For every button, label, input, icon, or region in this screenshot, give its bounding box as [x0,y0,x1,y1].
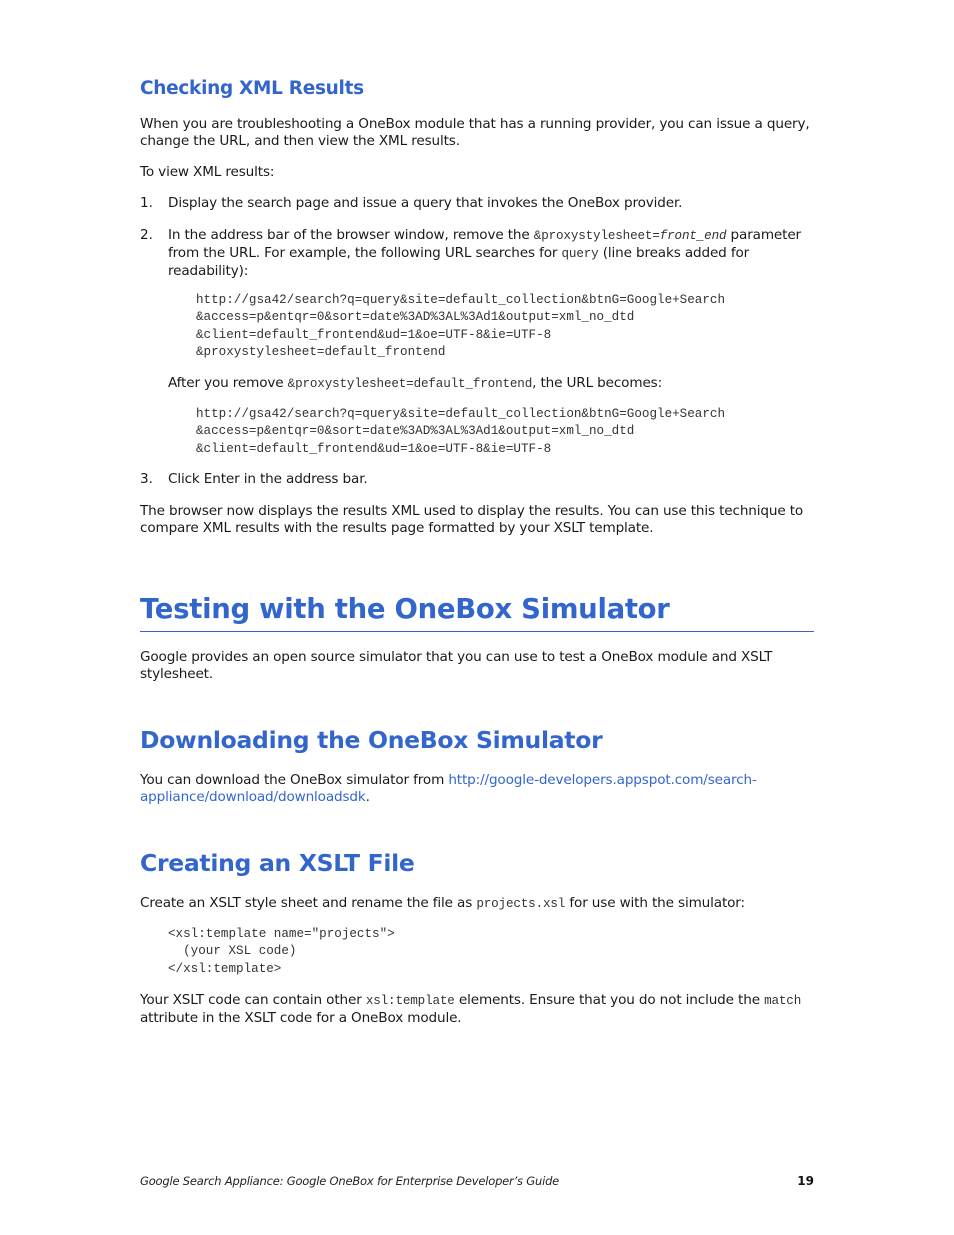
code-xsl-template: xsl:template [365,994,455,1008]
code-proxystylesheet-default: &proxystylesheet=default_frontend [287,377,533,391]
code-front-end: front_end [659,229,727,243]
step-number-2: 2. [140,227,153,243]
section-heading-testing-simulator: Testing with the OneBox Simulator [140,593,670,625]
section-heading-downloading-simulator: Downloading the OneBox Simulator [140,726,603,754]
code-query: query [561,247,599,261]
browser-results-paragraph: The browser now displays the results XML used to display the results. You can use this technique to compare XML results with the results page formatted by your XSLT template. [140,503,804,536]
intro-paragraph: When you are troubleshooting a OneBox module that has a running provider, you can issue a query, change the URL, and then view the XML results. [140,116,810,149]
code-block-url-result: http://gsa42/search?q=query&site=default_collection&btnG=Google+Search &access=p&entqr=0&sort=date%3AD%3AL%3Ad1&output=xml_no_dtd &client=default_frontend&ud=1&oe=UTF-8&ie=UTF-8 [196,407,726,456]
download-paragraph: You can download the OneBox simulator from http://google-developers.appspot.com/search- appliance/download/downloadsdk. [140,772,757,805]
after-remove-text: After you remove &proxystylesheet=default_frontend, the URL becomes: [168,375,663,391]
steps-intro: To view XML results: [140,164,275,180]
simulator-intro-paragraph: Google provides an open source simulator that you can use to test a OneBox module and XSLT stylesheet. [140,649,773,682]
download-link[interactable]: http://google-developers.appspot.com/search- appliance/download/downloadsdk [140,772,757,805]
code-match: match [764,994,802,1008]
code-projects-xsl: projects.xsl [476,897,566,911]
step-number-1: 1. [140,195,153,211]
xslt-code-paragraph: Your XSLT code can contain other xsl:template elements. Ensure that you do not include the match attribute in the XSLT code for a OneBox module. [140,992,802,1026]
code-proxystylesheet: &proxystylesheet= [533,229,660,243]
step-3-text: Click Enter in the address bar. [168,471,368,487]
create-xslt-paragraph: Create an XSLT style sheet and rename the file as projects.xsl for use with the simulator: [140,895,745,911]
footer-document-title: Google Search Appliance: Google OneBox for Enterprise Developer’s Guide [140,1174,560,1188]
footer-page-number: 19 [797,1174,814,1188]
section-heading-checking-xml: Checking XML Results [140,78,364,99]
section-heading-creating-xslt: Creating an XSLT File [140,849,415,877]
heading-rule [140,631,814,632]
step-number-3: 3. [140,471,153,487]
code-block-url-with-stylesheet: http://gsa42/search?q=query&site=default_collection&btnG=Google+Search &access=p&entqr=0&sort=date%3AD%3AL%3Ad1&output=xml_no_dtd &client=default_frontend&ud=1&oe=UTF-8&ie=UTF-8 &proxystylesheet=default_frontend [196,293,726,359]
step-1-text: Display the search page and issue a query that invokes the OneBox provider. [168,195,683,211]
code-block-xsl-template: <xsl:template name="projects"> (your XSL code) </xsl:template> [168,927,395,976]
step-2-text: In the address bar of the browser window, remove the &proxystylesheet=front_end parameter from the URL. For example, the following URL searches for query (line breaks added for readability): [168,227,801,279]
